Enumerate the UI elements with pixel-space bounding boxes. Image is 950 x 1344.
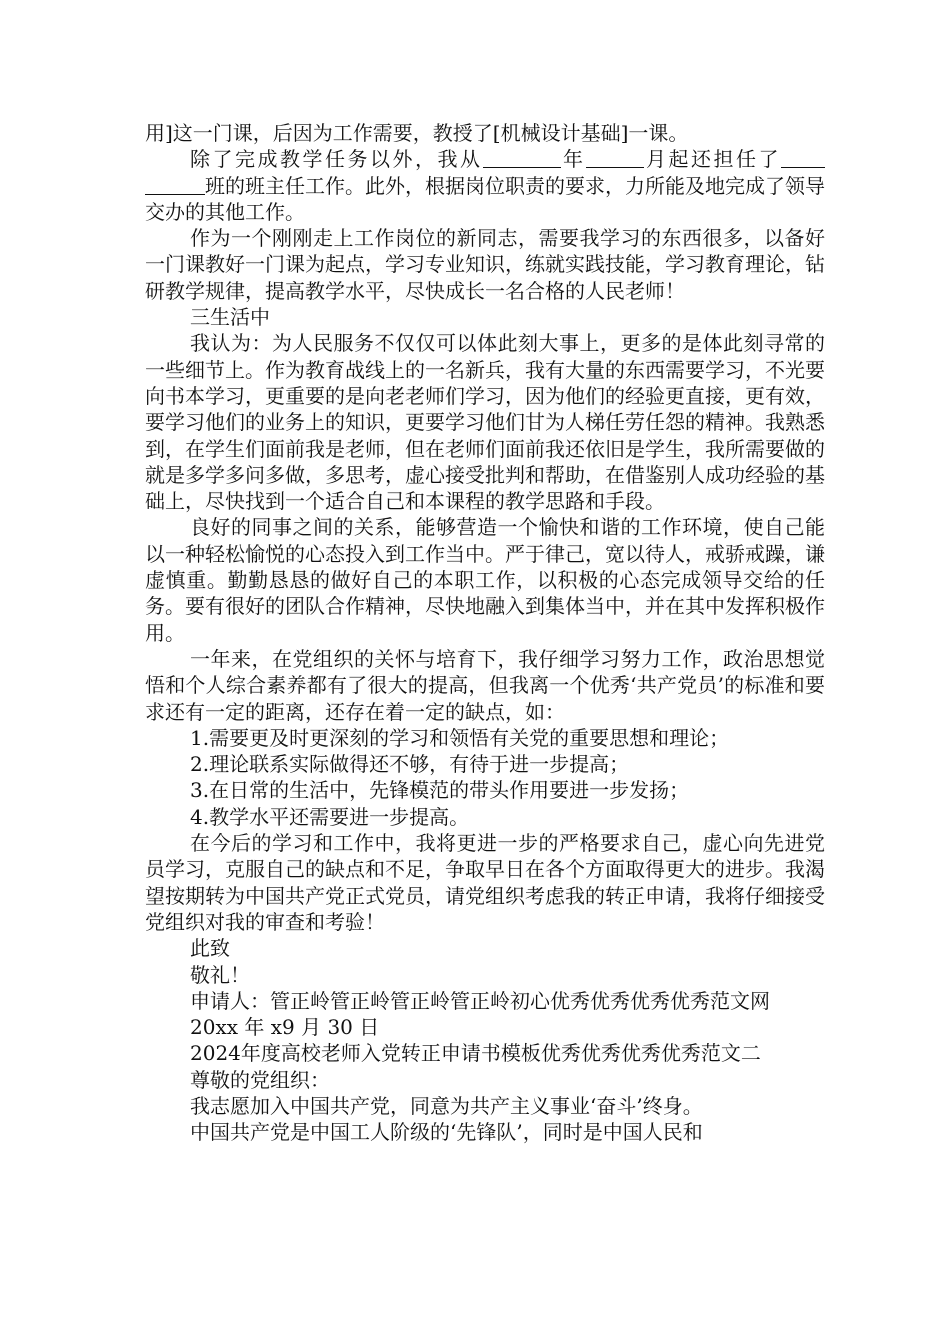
paragraph: 一年来，在党组织的关怀与培育下，我仔细学习努力工作，政治思想觉悟和个人综合素养都有了很大的提高，但我离一个优秀‘共产党员’的标准和要求还有一定的距离，还存在着一定的缺点，如： — [145, 646, 825, 724]
applicant-line: 申请人：管正岭管正岭管正岭管正岭初心优秀优秀优秀优秀范文网 — [190, 988, 770, 1013]
greeting: 尊敬的党组织： — [190, 1067, 330, 1092]
list-item: 3.在日常的生活中，先锋模范的带头作用要进一步发扬； — [190, 778, 690, 803]
list-item: 1.需要更及时更深刻的学习和领悟有关党的重要思想和理论； — [190, 725, 730, 750]
section-heading: 三生活中 — [190, 305, 270, 330]
paragraph: 我志愿加入中国共产党，同意为共产主义事业‘奋斗’终身。 — [190, 1093, 703, 1118]
closing-phrase: 此致 — [190, 936, 230, 961]
paragraph: 用]这一门课，后因为工作需要，教授了[机械设计基础]一课。 — [145, 121, 689, 145]
blank-year — [483, 147, 561, 168]
paragraph-class-teacher: 除了完成教学任务以外，我从 年 月起还担任了班的班主任工作。此外，根据岗位职责的要求，力所能及地完成了领导交办的其他工作。 — [145, 147, 825, 224]
blank-month — [586, 147, 644, 168]
document-body — [145, 120, 825, 1146]
date-line: 20xx 年 x9 月 30 日 — [190, 1015, 380, 1040]
list-item: 2.理论联系实际做得还不够，有待于进一步提高； — [190, 752, 630, 777]
paragraph: 在今后的学习和工作中，我将更进一步的严格要求自己，虚心向先进党员学习，克服自己的缺点和不足，争取早日在各个方面取得更大的进步。我渴望按期转为中国共产党正式党员，请党组织考虑我的转正申请，我将仔细接受党组织对我的审查和考验！ — [145, 831, 825, 934]
paragraph: 中国共产党是中国工人阶级的‘先锋队’，同时是中国人民和 — [190, 1120, 703, 1145]
paragraph: 我认为：为人民服务不仅仅可以体此刻大事上，更多的是体此刻寻常的一些细节上。作为教育战线上的一名新兵，我有大量的东西需要学习，不光要向书本学习，更重要的是向老老师们学习，因为他们的经验更直接，更有效，要学习他们的业务上的知识，更要学习他们甘为人梯任劳任怨的精神。我熟悉到，在学生们面前我是老师，但在老师们面前我还依旧是学生，我所需要做的就是多学多问多做，多思考，虚心接受批判和帮助，在借鉴别人成功经验的基础上，尽快找到一个适合自己和本课程的教学思路和手段。 — [145, 331, 825, 514]
blank-class-a — [781, 147, 825, 168]
paragraph: 良好的同事之间的关系，能够营造一个愉快和谐的工作环境，使自己能以一种轻松愉悦的心态投入到工作当中。严于律己，宽以待人，戒骄戒躁，谦虚慎重。勤勤恳恳的做好自己的本职工作，以积极的心态完成领导交给的任务。要有很好的团队合作精神，尽快地融入到集体当中，并在其中发挥积极作用。 — [145, 515, 825, 645]
salutation: 敬礼！ — [190, 962, 250, 987]
blank-class-b — [145, 174, 205, 195]
document-subtitle: 2024年度高校老师入党转正申请书模板优秀优秀优秀优秀范文二 — [190, 1041, 761, 1066]
paragraph: 作为一个刚刚走上工作岗位的新同志，需要我学习的东西很多，以备好一门课教好一门课为起点，学习专业知识，练就实践技能，学习教育理论，钻研教学规律，提高教学水平，尽快成长一名合格的人民老师！ — [145, 226, 825, 303]
list-item: 4.教学水平还需要进一步提高。 — [190, 804, 470, 829]
